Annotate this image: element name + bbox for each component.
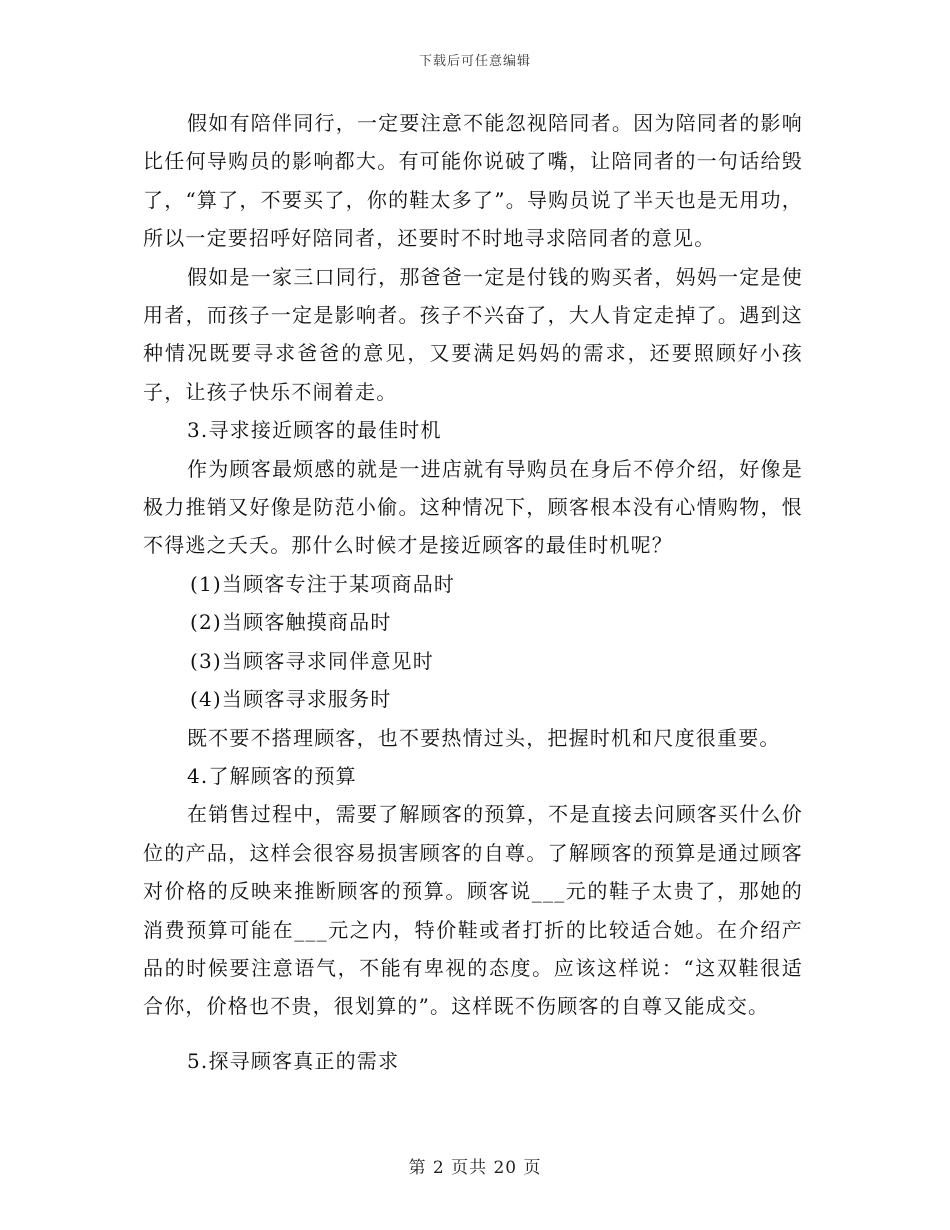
page-number: 第 2 页共 20 页: [408, 1158, 542, 1178]
paragraph: 作为顾客最烦感的就是一进店就有导购员在身后不停介绍，好像是极力推销又好像是防范小偷。这种情况下，顾客根本没有心情购物，恨不得逃之夭夭。那什么时候才是接近顾客的最佳时机呢？: [143, 456, 803, 558]
paragraph: 假如有陪伴同行，一定要注意不能忽视陪同者。因为陪同者的影响比任何导购员的影响都大。有可能你说破了嘴，让陪同者的一句话给毁了，“算了，不要买了，你的鞋太多了”。导购员说了半天也是无用功，所以一定要招呼好陪同者，还要时不时地寻求陪同者的意见。: [143, 111, 803, 251]
list-item: (4)当顾客寻求服务时: [190, 687, 392, 712]
page-header: 下载后可任意编辑: [418, 54, 531, 69]
list-item: (3)当顾客寻求同伴意见时: [190, 648, 434, 673]
paragraph: 假如是一家三口同行，那爸爸一定是付钱的购买者，妈妈一定是使用者，而孩子一定是影响者。孩子不兴奋了，大人肯定走掉了。遇到这种情况既要寻求爸爸的意见，又要满足妈妈的需求，还要照顾好小孩子，让孩子快乐不闹着走。: [143, 264, 803, 404]
paragraph: 既不要不搭理顾客，也不要热情过头，把握时机和尺度很重要。: [187, 725, 781, 750]
list-item: (2)当顾客触摸商品时: [190, 610, 392, 635]
list-item: (1)当顾客专注于某项商品时: [190, 571, 456, 596]
section-heading: 4.了解顾客的预算: [187, 763, 357, 788]
section-heading: 5.探寻顾客真正的需求: [187, 1048, 400, 1073]
section-heading: 3.寻求接近顾客的最佳时机: [187, 418, 442, 443]
document-body: [143, 104, 803, 1080]
paragraph: 在销售过程中，需要了解顾客的预算，不是直接去问顾客买什么价位的产品，这样会很容易损害顾客的自尊。了解顾客的预算是通过顾客对价格的反映来推断顾客的预算。顾客说___元的鞋子太贵了，那她的消费预算可能在___元之内，特价鞋或者打折的比较适合她。在介绍产品的时候要注意语气，不能有卑视的态度。应该这样说：“这双鞋很适合你，价格也不贵，很划算的”。这样既不伤顾客的自尊又能成交。: [143, 802, 803, 1019]
